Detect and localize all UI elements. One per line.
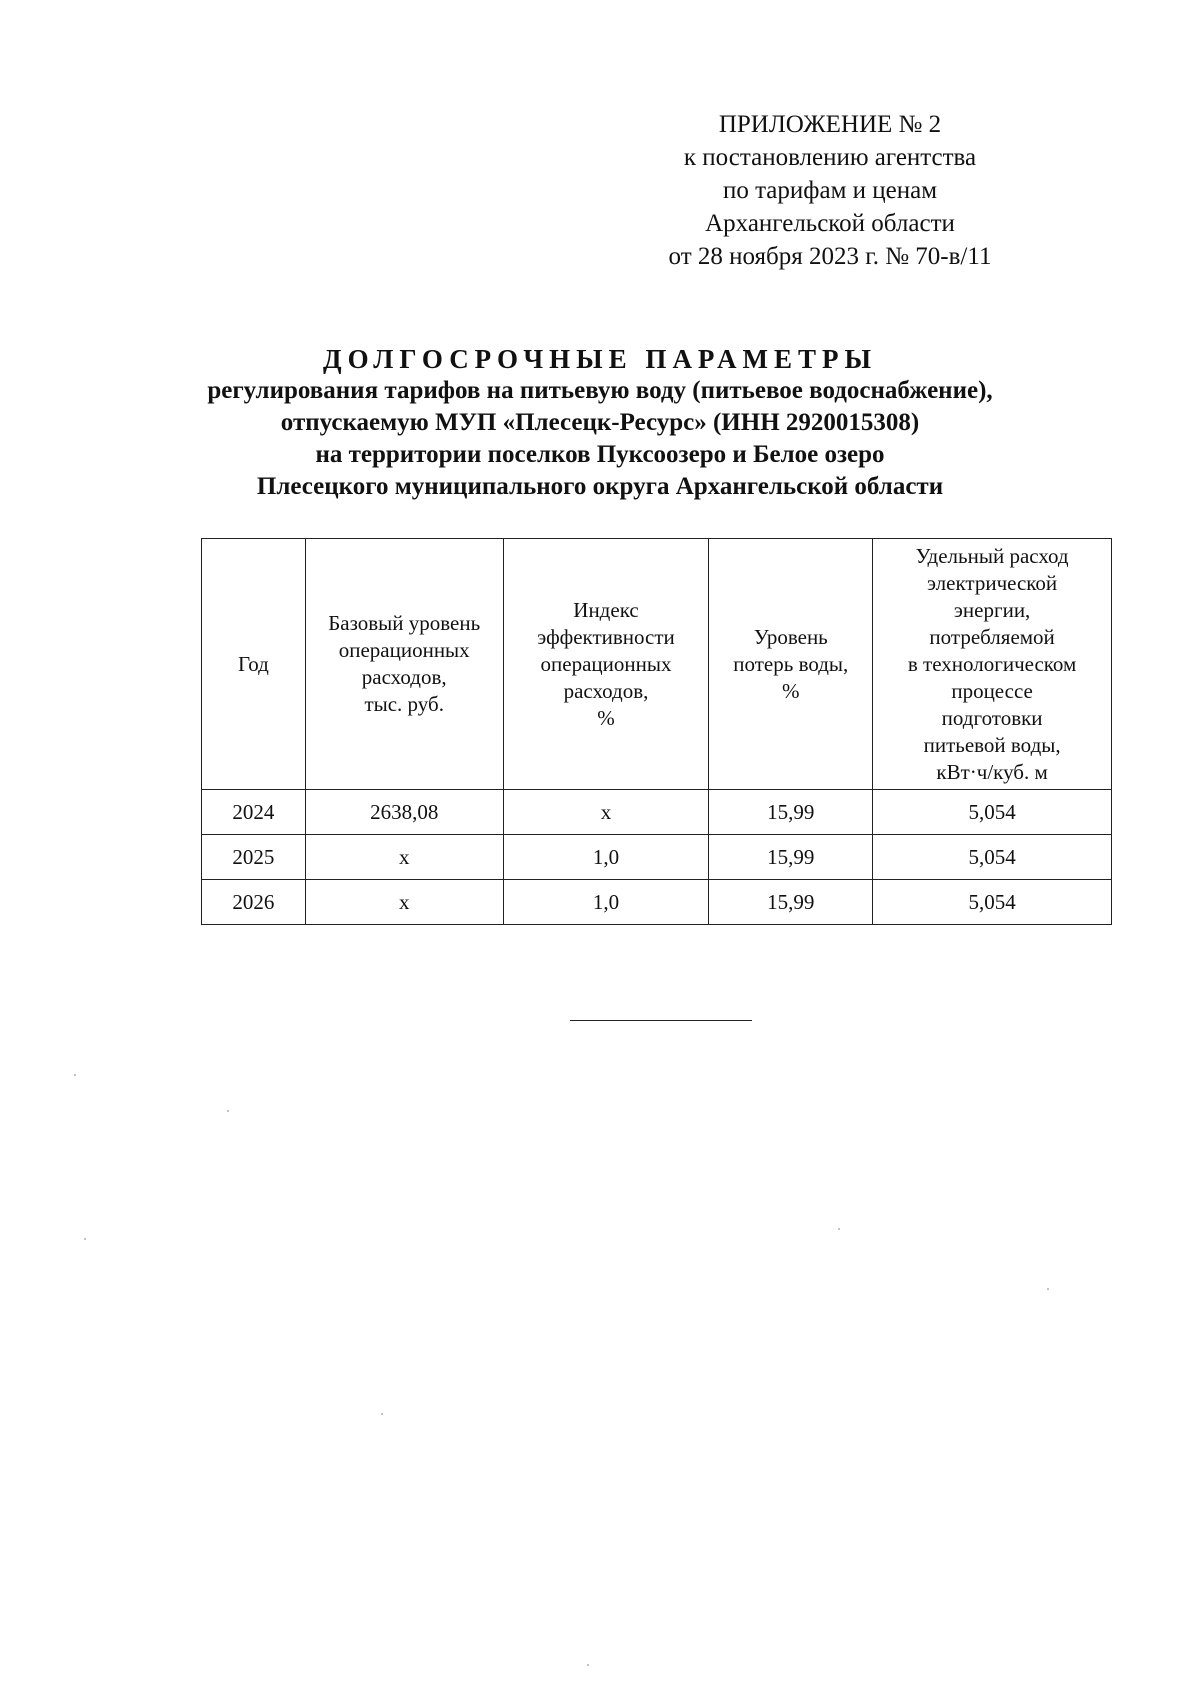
title-line: отпускаемую МУП «Плесецк-Ресурс» (ИНН 2920015308) [280, 409, 920, 436]
header-line: электрической [927, 570, 1058, 595]
table-cell: 15,99 [709, 790, 873, 835]
appendix-line: к постановлению агентства [683, 144, 977, 171]
header-line: операционных [540, 651, 672, 676]
table-header-cell [503, 539, 709, 790]
header-line: подготовки [941, 705, 1043, 730]
appendix-line: от 28 ноября 2023 г. № 70-в/11 [668, 243, 992, 270]
header-line: расходов, [361, 665, 447, 689]
header-line: процессе [951, 678, 1033, 703]
header-line: питьевой воды, [923, 732, 1061, 757]
table-header-cell [202, 539, 306, 790]
header-line: расходов, [563, 678, 649, 703]
table-cell: 5,054 [873, 790, 1112, 835]
header-line: Удельный расход [915, 543, 1069, 568]
header-line: потерь воды, [733, 651, 849, 676]
header-line: Индекс [573, 597, 639, 622]
table-body [202, 790, 1112, 925]
table-cell: 1,0 [503, 880, 709, 925]
header-line: энергии, [953, 597, 1031, 622]
scan-speck [1047, 1288, 1049, 1290]
table-header-row [202, 539, 1112, 790]
table-cell: 1,0 [503, 835, 709, 880]
table-cell: х [305, 835, 503, 880]
appendix-block [640, 108, 1020, 273]
scan-speck [381, 1413, 383, 1415]
scan-speck [74, 1074, 76, 1076]
scan-speck [84, 1238, 86, 1240]
title-main: ДОЛГОСРОЧНЫЕ ПАРАМЕТРЫ [323, 344, 877, 374]
header-line: % [782, 678, 800, 703]
header-line: тыс. руб. [364, 692, 444, 716]
scan-speck [838, 1228, 840, 1230]
table-row [202, 835, 1112, 880]
header-line: кВт·ч/куб. м [936, 759, 1048, 784]
table-cell: 2024 [202, 790, 306, 835]
table-cell: 2025 [202, 835, 306, 880]
title-line: на территории поселков Пуксоозеро и Белое озеро [315, 441, 885, 468]
table-header-cell [305, 539, 503, 790]
header-line: операционных [338, 638, 470, 662]
header-line: Год [237, 651, 269, 676]
table-cell: 15,99 [709, 835, 873, 880]
table-row [202, 790, 1112, 835]
header-line: % [597, 705, 615, 730]
table-cell: 2638,08 [305, 790, 503, 835]
title-line: Плесецкого муниципального округа Архангельской области [256, 473, 944, 500]
closing-divider [570, 1020, 752, 1021]
header-line: потребляемой [929, 624, 1055, 649]
document-title [120, 343, 1080, 503]
table-cell: 2026 [202, 880, 306, 925]
appendix-line: по тарифам и ценам [722, 177, 938, 204]
table-row [202, 880, 1112, 925]
appendix-line: Архангельской области [705, 210, 955, 237]
table-cell: х [305, 880, 503, 925]
scan-speck [587, 1664, 589, 1666]
table-header-cell [873, 539, 1112, 790]
header-line: в технологическом [907, 651, 1077, 676]
table-header-cell [709, 539, 873, 790]
parameters-table [201, 538, 1112, 925]
table-cell: 5,054 [873, 880, 1112, 925]
scan-speck [227, 1110, 229, 1112]
appendix-line: ПРИЛОЖЕНИЕ № 2 [718, 111, 942, 138]
header-line: Базовый уровень [328, 611, 481, 635]
table-cell: 5,054 [873, 835, 1112, 880]
header-line: Уровень [753, 624, 828, 649]
table-cell: 15,99 [709, 880, 873, 925]
table-cell: х [503, 790, 709, 835]
header-line: эффективности [537, 624, 675, 649]
title-line: регулирования тарифов на питьевую воду (питьевое водоснабжение), [207, 377, 993, 404]
